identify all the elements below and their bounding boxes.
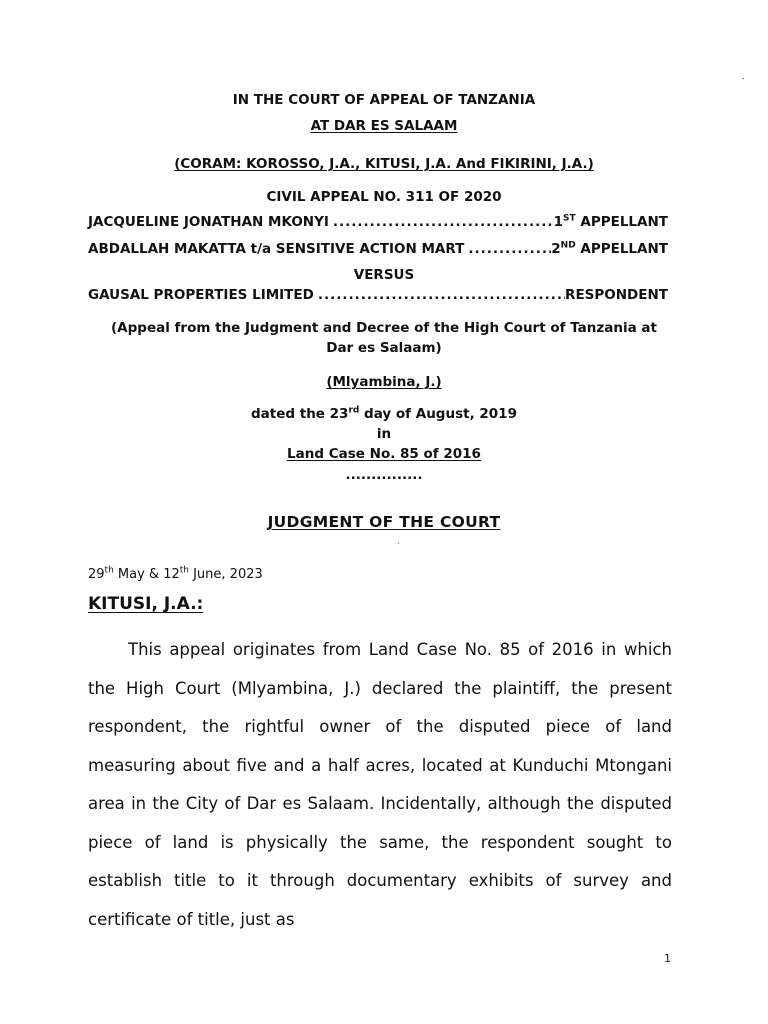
in-label: in: [376, 426, 392, 442]
judgment-author: KITUSI, J.A.:: [88, 594, 204, 614]
appeal-from-line2: Dar es Salaam): [326, 340, 442, 356]
separator-dots: ...............: [345, 467, 423, 483]
judgment-dates: 29th May & 12th June, 2023: [88, 565, 263, 582]
second-appellant-row: [88, 240, 668, 258]
page-number: 1: [664, 952, 671, 965]
court-name: IN THE COURT OF APPEAL OF TANZANIA: [232, 92, 536, 108]
judgment-paragraph: This appeal originates from Land Case No. 85 of 2016 in which the High Court (Mlyambina, J.) declared the plaintiff, the present respondent, the rightful owner of the disputed piece of land measuring about five and a half acres, located at Kunduchi Mtongani area in the City of Dar es Salaam. Incidentally, although the disputed piece of land is physically the same, the respondent sought to establish title to it through documentary exhibits of survey and certificate of title, just as: [88, 640, 672, 929]
first-appellant-role: 1ST APPELLANT: [553, 213, 668, 230]
respondent-row: [88, 286, 668, 304]
appeal-number: CIVIL APPEAL NO. 311 OF 2020: [266, 189, 502, 205]
second-appellant-role: 2ND APPELLANT: [551, 240, 668, 257]
leader-dots: [464, 240, 551, 258]
judgment-title: JUDGMENT OF THE COURT: [267, 513, 501, 531]
leader-dots: [314, 286, 565, 304]
trial-judge: (Mlyambina, J.): [326, 374, 442, 390]
court-location: AT DAR ES SALAAM: [310, 118, 458, 134]
first-appellant-row: [88, 213, 668, 231]
respondent-name: GAUSAL PROPERTIES LIMITED: [88, 287, 314, 303]
respondent-role: RESPONDENT: [565, 287, 668, 303]
versus-label: VERSUS: [353, 267, 415, 283]
leader-dots: [329, 213, 554, 231]
scan-speck: [398, 543, 399, 544]
second-appellant-name: ABDALLAH MAKATTA t/a SENSITIVE ACTION MART: [88, 241, 465, 257]
land-case: Land Case No. 85 of 2016: [287, 446, 481, 462]
dated-line: dated the 23rd day of August, 2019: [251, 405, 517, 422]
coram: (CORAM: KOROSSO, J.A., KITUSI, J.A. And FIKIRINI, J.A.): [174, 156, 594, 172]
appeal-from-line1: (Appeal from the Judgment and Decree of the High Court of Tanzania at: [111, 320, 657, 336]
scan-speck: [742, 78, 744, 79]
first-appellant-name: JACQUELINE JONATHAN MKONYI: [88, 214, 329, 230]
